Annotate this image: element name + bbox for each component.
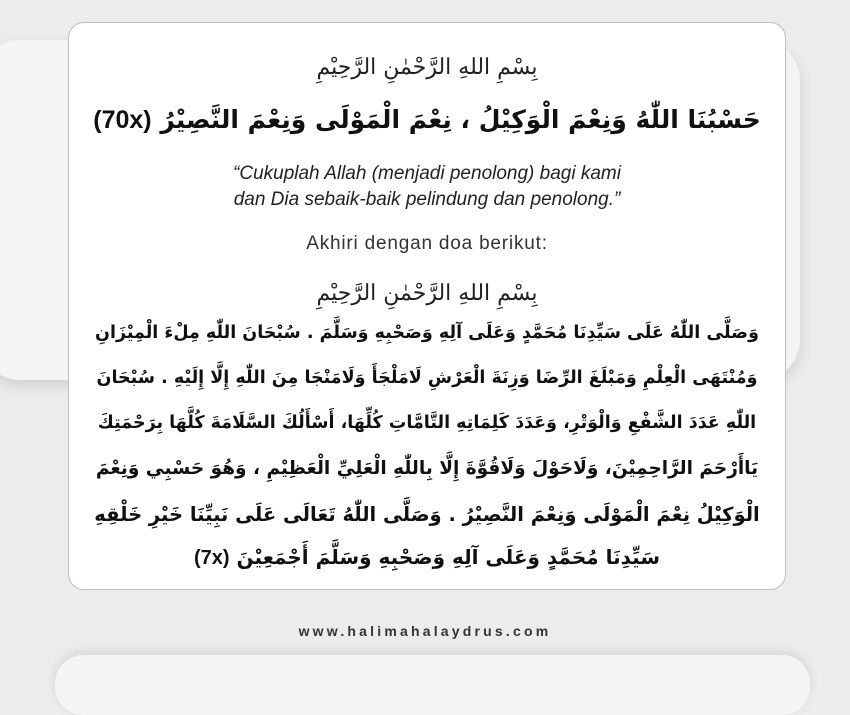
closing-dua-line-5: الْوَكِيْلُ نِعْمَ الْمَوْلَى وَنِعْمَ النَّصِيْرُ . وَصَلَّى اللّٰهُ تَعَالَى عَلَى نَبِيِّنَا خَيْرِ خَلْقِهِ bbox=[94, 503, 760, 526]
translation-line-2: dan Dia sebaik-baik pelindung dan penolong.” bbox=[233, 189, 621, 210]
main-dua-text: حَسْبُنَا اللّٰهُ وَنِعْمَ الْوَكِيْلُ ، نِعْمَ الْمَوْلَى وَنِعْمَ النَّصِيْرُ bbox=[160, 105, 761, 134]
closing-dua-line-2: وَمُنْتَهَى الْعِلْمِ وَمَبْلَغَ الرِّضَا وَزِنَةَ الْعَرْشِ لَامَلْجَأَ وَلَامَنْجَا مِنَ اللّٰهِ إِلَّا إِلَيْهِ . سُبْحَانَ bbox=[96, 368, 758, 388]
translation-line-1: “Cukuplah Allah (menjadi penolong) bagi kami bbox=[233, 163, 621, 184]
dua-card bbox=[68, 22, 786, 590]
translation bbox=[89, 161, 765, 213]
main-dua bbox=[89, 105, 765, 135]
website-link[interactable]: www.halimahalaydrus.com bbox=[298, 623, 552, 639]
closing-dua-line-3: اللّٰهِ عَدَدَ الشَّفْعِ وَالْوَتْرِ، وَعَدَدَ كَلِمَاتِهِ التَّامَّاتِ كُلِّهَا، أَسْأَلُكَ السَّلَامَةَ كُلَّهَا بِرَحْمَتِكَ bbox=[97, 413, 757, 433]
closing-dua-line-6-text: سَيِّدِنَا مُحَمَّدٍ وَعَلَى آلِهِ وَصَحْبِهِ وَسَلَّمَ أَجْمَعِيْنَ bbox=[236, 545, 660, 569]
closing-dua-count: (7x) bbox=[193, 547, 230, 569]
main-dua-count: (70x) bbox=[93, 106, 152, 134]
closing-dua-line-4: يَاأَرْحَمَ الرَّاحِمِيْنَ، وَلَاحَوْلَ وَلَاقُوَّةَ إِلَّا بِاللّٰهِ الْعَلِيِّ الْعَظِيْمِ ، وَهُوَ حَسْبِي وَنِعْمَ bbox=[95, 458, 759, 479]
closing-dua-line-1: وَصَلَّى اللّٰهُ عَلَى سَيِّدِنَا مُحَمَّدٍ وَعَلَى آلِهِ وَصَحْبِهِ وَسَلَّمَ . سُبْحَانَ اللّٰهِ مِلْءَ الْمِيْزَانِ bbox=[95, 323, 759, 343]
bismillah-second: بِسْمِ اللهِ الرَّحْمٰنِ الرَّحِيْمِ bbox=[316, 281, 538, 306]
closing-dua-line-6 bbox=[89, 545, 765, 570]
bismillah-heading: بِسْمِ اللهِ الرَّحْمٰنِ الرَّحِيْمِ bbox=[316, 55, 538, 80]
next-card-peek bbox=[55, 655, 810, 715]
instruction-text: Akhiri dengan doa berikut: bbox=[306, 233, 548, 254]
